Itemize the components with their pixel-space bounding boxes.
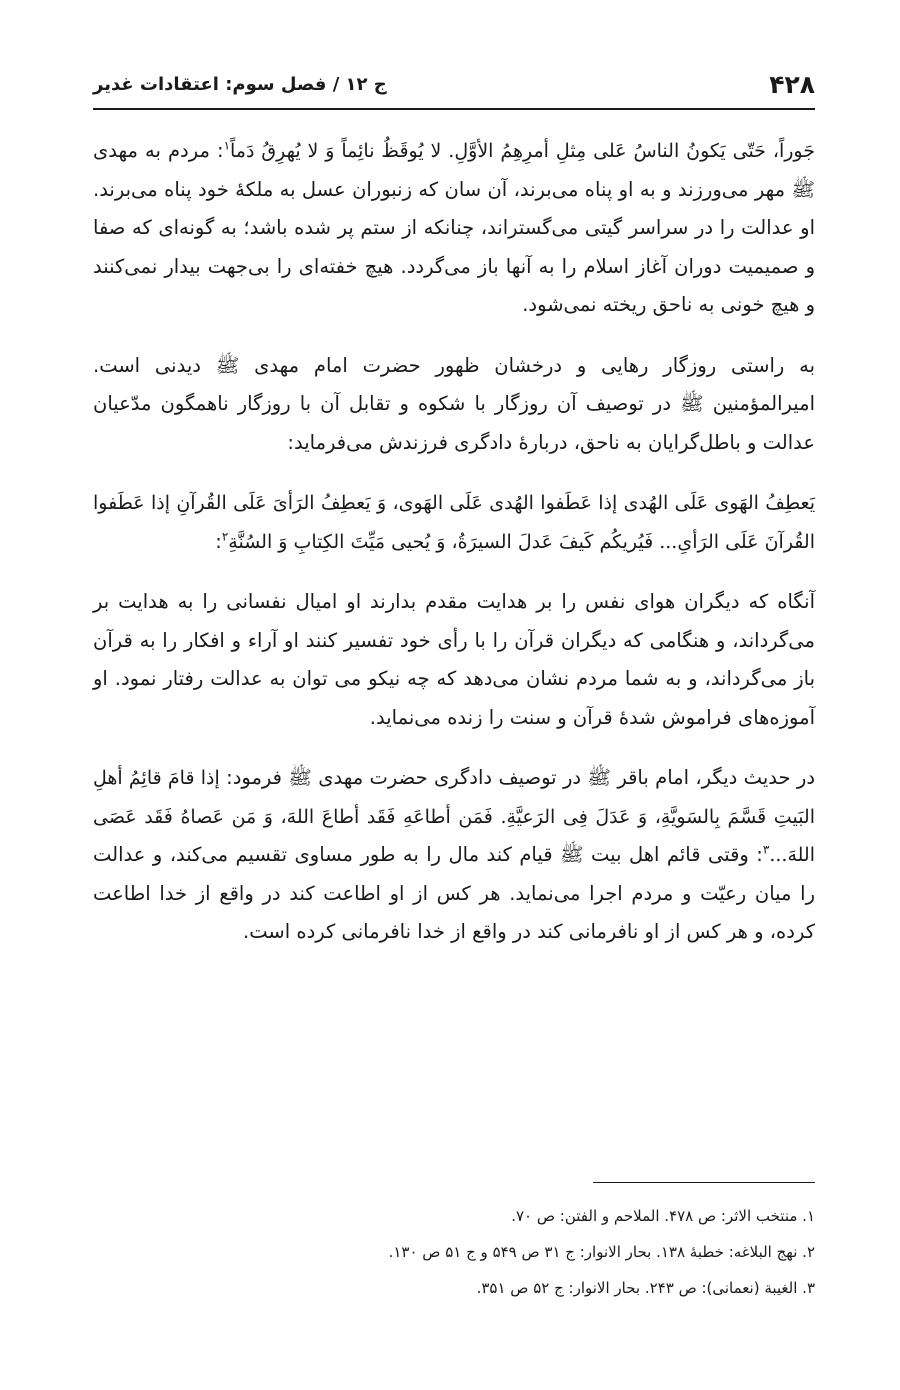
running-title: ج ۱۲ / فصل سوم: اعتقادات غدیر: [93, 74, 387, 95]
body-text: [93, 132, 815, 974]
footnote-ref-1[interactable]: ۱: [223, 138, 231, 153]
paragraph-1-text: : مردم به مهدی ﷺ مهر می‌ورزند و به او پناه می‌برند، آن سان که زنبوران عسل به ملکهٔ خود پناه می‌برند. او عدالت را در سراسر گیتی می‌گستراند، چنانکه از ستم پر شده باشد؛ به گونه‌ای که صفا و صمیمیت دوران آغاز اسلام را به آنها باز می‌گردد. هیچ خفته‌ای را بی‌جهت بیدار نمی‌کنند و هیچ خونی به ناحق ریخته نمی‌شود.: [93, 139, 815, 316]
paragraph-3: [93, 484, 815, 561]
page-header: [93, 64, 815, 110]
footnote-ref-3[interactable]: ۳: [762, 842, 770, 857]
footnote-3: ۳. الغیبة (نعمانی): ص ۲۴۳. بحار الانوار: ج ۵۲ ص ۳۵۱.: [476, 1279, 815, 1297]
paragraph-5-intro: در حدیث دیگر، امام باقر ﷺ در توصیف دادگری حضرت مهدی ﷺ فرمود:: [219, 766, 816, 789]
footnote-2: ۲. نهج البلاغه: خطبهٔ ۱۳۸. بحار الانوار: ج ۳۱ ص ۵۴۹ و ج ۵۱ ص ۱۳۰.: [388, 1243, 815, 1261]
footnotes: [93, 1198, 815, 1306]
paragraph-4: [93, 583, 815, 737]
arabic-quote-2: یَعطِفُ الهَوی عَلَی الهُدی إذا عَطَفوا الهُدی عَلَی الهَوی، وَ یَعطِفُ الرَأیَ عَلَی القُرآنِ إذا عَطَفوا القُرآنَ عَلَی الرَأیِ... فَیُریکُم کَیفَ عَدلَ السیرَةُ، وَ یُحیی مَیِّتَ الکِتابِ وَ السُنَّةِ: [93, 492, 815, 553]
arabic-quote-3: إذا قامَ قائِمُ أهلِ البَیتِ قَسَّمَ بِالسَویَّةِ، وَ عَدَلَ فِی الرَعیَّةِ. فَمَن أطاعَهِ فَقَد أطاعَ اللهَ، وَ مَن عَصاهُ فَقَد عَصَی اللهَ...: [93, 767, 815, 866]
footnote-ref-2[interactable]: ۲: [221, 529, 229, 543]
paragraph-5-text: : وقتی قائم اهل بیت ﷺ قیام کند مال را به طور مساوی تقسیم می‌کند، و عدالت را میان رعیّت و مردم اجرا می‌نماید. هر کس از او اطاعت کند در واقع از خدا اطاعت کرده، و هر کس از او نافرمانی کند در واقع از خدا نافرمانی کرده است.: [93, 843, 815, 943]
paragraph-2: [93, 347, 815, 463]
paragraph-2-text: به راستی روزگار رهایی و درخشان ظهور حضرت امام مهدی ﷺ دیدنی است. امیرالمؤمنین ﷺ در توصیف آن روزگار با شکوه و تقابل آن با روزگار ناهمگون مدّعیان عدالت و باطل‌گرایان به ناحق، دربارهٔ دادگری فرزندش می‌فرماید:: [93, 353, 815, 454]
footnote-divider: [593, 1182, 815, 1183]
paragraph-1: [93, 132, 815, 325]
footnote-1: ۱. منتخب الاثر: ص ۴۷۸. الملاحم و الفتن: ص ۷۰.: [511, 1207, 815, 1225]
paragraph-4-text: آنگاه که دیگران هوای نفس را بر هدایت مقدم بدارند او امیال نفسانی را به هدایت بر می‌گرداند، و هنگامی که دیگران قرآن را با رأی خود تفسیر کنند او آراء و افکار را به قرآن باز می‌گرداند، و به شما مردم نشان می‌دهد که چه نیکو می توان به عدالت رفتار نمود. او آموزه‌های فراموش شدهٔ قرآن و سنت را زنده می‌نماید.: [93, 590, 815, 729]
paragraph-3-text: :: [215, 529, 222, 553]
paragraph-5: [93, 759, 815, 952]
arabic-quote-1: جَوراً، حَتّی یَکونُ الناسُ عَلی مِثلِ أمرِهِمُ الأوَّلِ. لا یُوقَظُ نائِماً وَ لا یُهرِقُ دَماً: [230, 140, 815, 162]
page-number: ۴۲۸: [769, 70, 815, 99]
